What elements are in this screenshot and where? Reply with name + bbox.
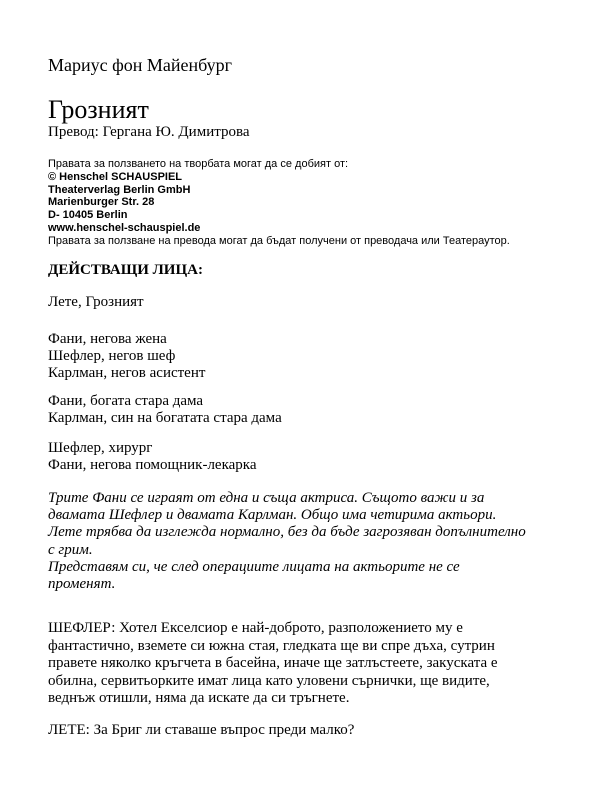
dialogue-line: фантастично, вземете си южна стая, гледката ще ви спре дъха, сутрин (48, 637, 495, 654)
author-name: Мариус фон Майенбург (48, 55, 233, 75)
character-entry: Карлман, негов асистент (48, 365, 206, 381)
dialogue-schefler (48, 620, 578, 708)
character-entry: Фани, негова жена (48, 331, 167, 347)
publisher-line: © Henschel SCHAUSPIEL (48, 170, 183, 183)
stage-note-line: Представям си, че след операциите лицата на актьорите не се (48, 558, 460, 575)
character-entry: Шефлер, негов шеф (48, 348, 176, 364)
characters-heading: ДЕЙСТВАЩИ ЛИЦА: (48, 262, 203, 278)
translator-credit: Превод: Гергана Ю. Димитрова (48, 124, 250, 140)
play-title: Грозният (48, 95, 149, 124)
rights-intro: Правата за ползването на творбата могат да се добият от: (48, 158, 349, 170)
dialogue-line: ШЕФЛЕР: Хотел Екселсиор е най-доброто, разположението му е (48, 620, 463, 636)
dialogue-lette (48, 722, 578, 740)
stage-note-line: двамата Шефлер и двамата Карлман. Общо има четирима актьори. (48, 507, 497, 524)
publisher-line: D- 10405 Berlin (48, 209, 128, 222)
dialogue-line: обилна, сервитьорките имат лица като уловени сърнички, ще видите, (48, 672, 490, 689)
stage-note-line: променят. (48, 576, 116, 593)
character-entry: Шефлер, хирург (48, 440, 153, 456)
stage-note-line: Лете трябва да изглежда нормално, без да бъде загрозяван допълнително (48, 524, 526, 541)
character-entry: Фани, богата стара дама (48, 393, 204, 409)
character-entry: Фани, негова помощник-лекарка (48, 457, 257, 473)
rights-block (48, 158, 510, 248)
character-entry: Лете, Грозният (48, 294, 144, 310)
stage-note-line: с грим. (48, 541, 93, 558)
character-entry: Карлман, син на богатата стара дама (48, 410, 282, 426)
translation-rights: Правата за ползване на превода могат да бъдат получени от преводача или Театераутор. (48, 234, 510, 247)
publisher-website: www.henschel-schauspiel.de (48, 221, 201, 234)
stage-note (48, 490, 568, 593)
dialogue-line: правете няколко кръгчета в басейна, иначе ще затлъстеете, закуската е (48, 655, 498, 672)
publisher-line: Marienburger Str. 28 (48, 196, 155, 209)
dialogue-line: веднъж отишли, няма да искате да си тръгнете. (48, 690, 350, 707)
dialogue-line: ЛЕТЕ: За Бриг ли ставаше въпрос преди малко? (48, 722, 355, 738)
stage-note-line: Трите Фани се играят от една и съща актриса. Същото важи и за (48, 490, 485, 506)
publisher-line: Theaterverlag Berlin GmbH (48, 183, 191, 196)
